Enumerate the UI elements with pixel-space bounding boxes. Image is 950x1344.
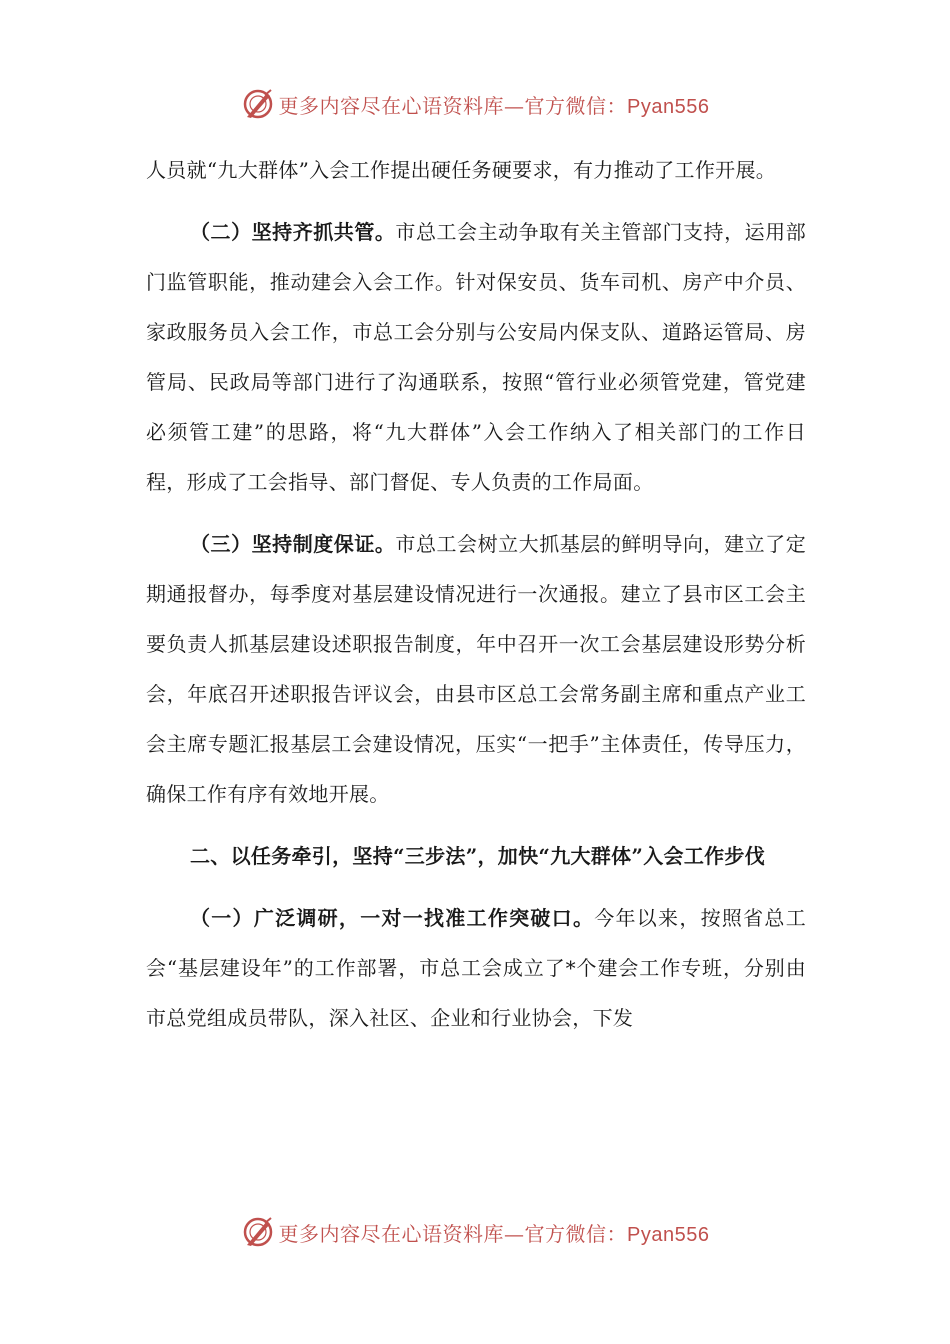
- paragraph: （二）坚持齐抓共管。市总工会主动争取有关主管部门支持，运用部门监管职能，推动建会入会工作。针对保安员、货车司机、房产中介员、家政服务员入会工作，市总工会分别与公安局内保支队、道路运管局、房管局、民政局等部门进行了沟通联系，按照“管行业必须管党建，管党建必须管工建”的思路，将“九大群体”入会工作纳入了相关部门的工作日程，形成了工会指导、部门督促、专人负责的工作局面。: [146, 220, 807, 494]
- section-heading: 二、以任务牵引，坚持“三步法”，加快“九大群体”入会工作步伐: [190, 844, 766, 868]
- paragraph-lead: （一）广泛调研，一对一找准工作突破口。: [190, 906, 595, 930]
- paragraph: 人员就“九大群体”入会工作提出硬任务硬要求，有力推动了工作开展。: [146, 158, 777, 182]
- document-body: [146, 145, 806, 1055]
- header-banner: [0, 84, 950, 124]
- quill-seal-logo-icon: [241, 87, 275, 121]
- paragraph-lead: （二）坚持齐抓共管。: [190, 220, 396, 244]
- paragraph-lead: （三）坚持制度保证。: [190, 532, 396, 556]
- paragraph: （三）坚持制度保证。市总工会树立大抓基层的鲜明导向，建立了定期通报督办，每季度对基层建设情况进行一次通报。建立了县市区工会主要负责人抓基层建设述职报告制度，年中召开一次工会基层建设形势分析会，年底召开述职报告评议会，由县市区总工会常务副主席和重点产业工会主席专题汇报基层工会建设情况，压实“一把手”主体责任，传导压力，确保工作有序有效地开展。: [146, 532, 807, 806]
- quill-seal-logo-icon: [241, 1215, 275, 1249]
- footer-banner: [0, 1212, 950, 1252]
- banner-text: 更多内容尽在心语资料库—官方微信：Pyan556: [278, 1221, 710, 1246]
- paragraph: （一）广泛调研，一对一找准工作突破口。今年以来，按照省总工会“基层建设年”的工作部署，市总工会成立了*个建会工作专班，分别由市总党组成员带队，深入社区、企业和行业协会，下发: [146, 906, 807, 1030]
- banner-text: 更多内容尽在心语资料库—官方微信：Pyan556: [278, 93, 710, 118]
